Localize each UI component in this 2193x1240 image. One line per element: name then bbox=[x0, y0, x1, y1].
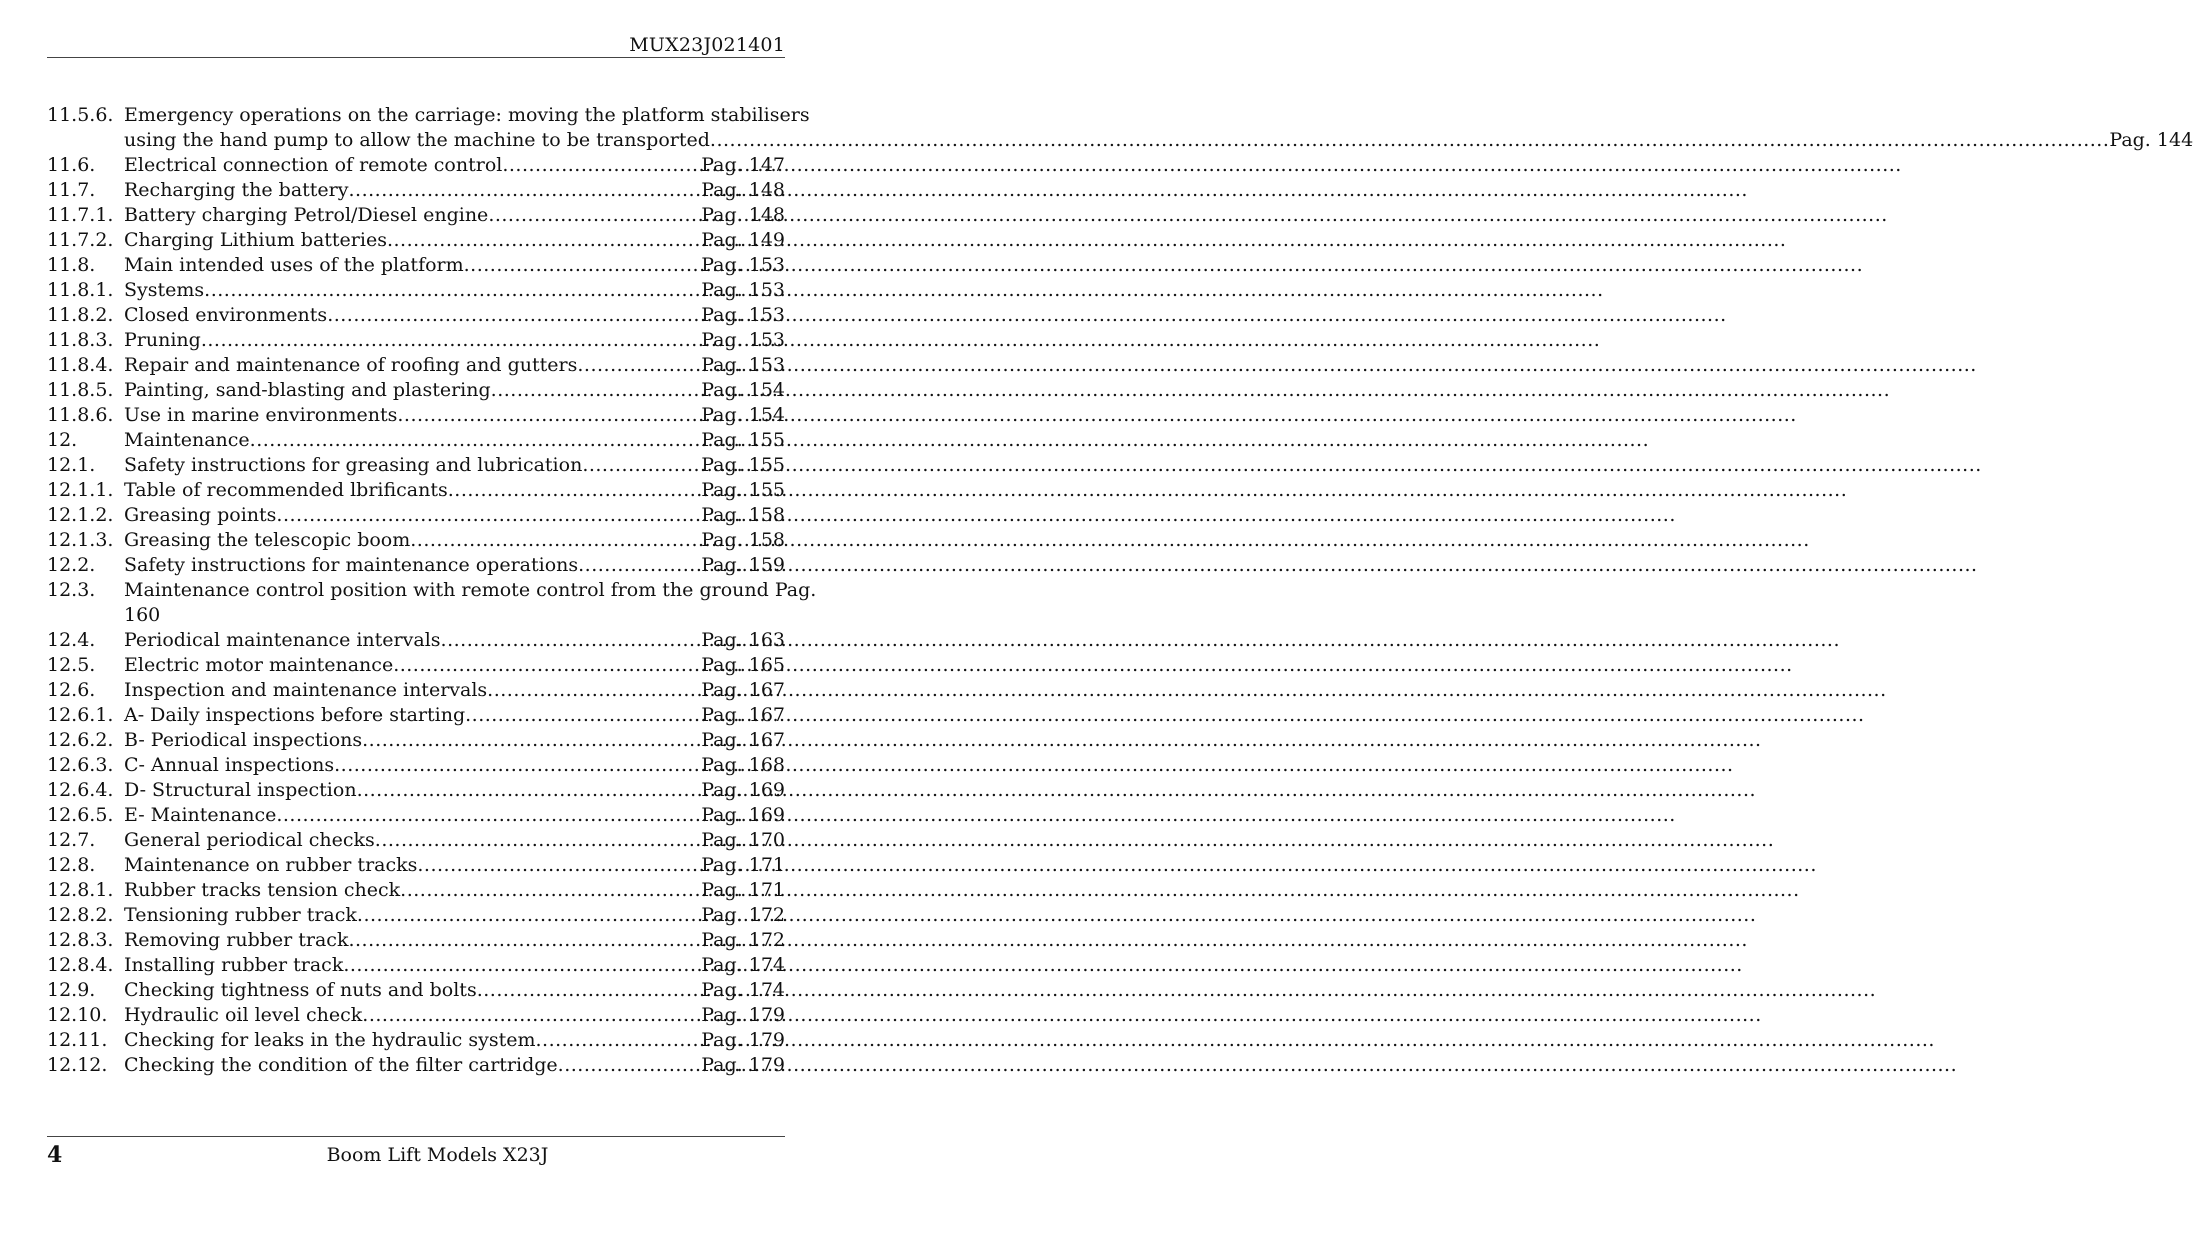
toc-entry-number: 12.6.1. bbox=[47, 704, 114, 726]
toc-entry bbox=[47, 403, 785, 428]
toc-entry-number: 11.7. bbox=[47, 179, 96, 201]
leader-dots bbox=[334, 753, 701, 778]
leader-dots bbox=[488, 203, 701, 228]
leader-dots bbox=[357, 778, 702, 803]
toc-entry-page: Pag. 172 bbox=[701, 929, 785, 951]
toc-entry bbox=[47, 953, 785, 978]
toc-entry-page: Pag. 174 bbox=[701, 979, 785, 1001]
table-of-contents bbox=[47, 103, 2193, 1078]
toc-entry-page: Pag. 174 bbox=[701, 954, 785, 976]
toc-entry-title: Hydraulic oil level check bbox=[124, 1004, 363, 1026]
leader-dots bbox=[276, 803, 701, 828]
toc-entry-number: 11.8.6. bbox=[47, 404, 114, 426]
toc-entry-number: 12.8.4. bbox=[47, 954, 114, 976]
toc-entry-page: Pag. 158 bbox=[701, 504, 785, 526]
document-code: MUX23J021401 bbox=[629, 34, 785, 56]
toc-entry-page: Pag. 179 bbox=[701, 1029, 785, 1051]
leader-dots bbox=[558, 1053, 702, 1078]
toc-entry bbox=[47, 578, 817, 628]
leader-dots bbox=[250, 428, 702, 453]
leader-dots bbox=[464, 253, 702, 278]
toc-entry bbox=[47, 978, 785, 1003]
page-number: 4 bbox=[47, 1142, 63, 1168]
toc-entry-number: 11.8.1. bbox=[47, 279, 114, 301]
toc-entry bbox=[47, 653, 785, 678]
toc-entry-number: 12.6.2. bbox=[47, 729, 114, 751]
toc-entry-number: 12.12. bbox=[47, 1054, 108, 1076]
toc-entry-number: 12.8. bbox=[47, 854, 96, 876]
leader-dots bbox=[536, 1028, 702, 1053]
leader-dots bbox=[201, 328, 701, 353]
leader-dots bbox=[362, 1003, 701, 1028]
leader-dots bbox=[448, 478, 701, 503]
toc-entry-page: Pag. 167 bbox=[701, 729, 785, 751]
leader-dots bbox=[204, 278, 701, 303]
toc-entry-page: Pag. 171 bbox=[701, 854, 785, 876]
toc-entry-title: Inspection and maintenance intervals bbox=[124, 679, 488, 701]
leader-dots bbox=[441, 628, 702, 653]
toc-entry-title: Systems bbox=[124, 279, 205, 301]
toc-entry-title: Closed environments bbox=[124, 304, 328, 326]
toc-entry-page: Pag. 144 bbox=[2109, 129, 2193, 151]
toc-entry-page: Pag. 168 bbox=[701, 754, 785, 776]
toc-entry-number: 12.6.3. bbox=[47, 754, 114, 776]
toc-entry bbox=[47, 428, 785, 453]
toc-entry-page: Pag. 169 bbox=[701, 779, 785, 801]
leader-dots bbox=[387, 228, 701, 253]
toc-entry-number: 12.2. bbox=[47, 554, 96, 576]
toc-entry bbox=[47, 228, 785, 253]
leader-dots bbox=[276, 503, 701, 528]
leader-dots bbox=[417, 853, 701, 878]
toc-entry bbox=[47, 903, 785, 928]
toc-entry-title: Electrical connection of remote control bbox=[124, 154, 503, 176]
toc-entry-page: Pag. 179 bbox=[701, 1054, 785, 1076]
toc-entry bbox=[47, 328, 785, 353]
toc-entry-number: 11.8.3. bbox=[47, 329, 114, 351]
toc-entry bbox=[47, 153, 785, 178]
toc-entry-number: 12.3. bbox=[47, 579, 96, 601]
toc-entry-number: 12.1. bbox=[47, 454, 96, 476]
leader-dots bbox=[348, 928, 701, 953]
toc-entry bbox=[47, 1028, 785, 1053]
toc-entry bbox=[47, 778, 785, 803]
toc-entry-number: 12.4. bbox=[47, 629, 96, 651]
toc-entry-page: Pag. 171 bbox=[701, 879, 785, 901]
toc-entry-page: Pag. 169 bbox=[701, 804, 785, 826]
toc-entry bbox=[47, 878, 785, 903]
toc-entry-number: 11.7.1. bbox=[47, 204, 114, 226]
toc-entry bbox=[47, 853, 785, 878]
toc-entry-title: C- Annual inspections bbox=[124, 754, 335, 776]
toc-entry-title-line-2: using the hand pump to allow the machine to be transported bbox=[124, 129, 710, 151]
toc-entry-title: Battery charging Petrol/Diesel engine bbox=[124, 204, 489, 226]
toc-group-12-continued bbox=[47, 628, 785, 1078]
leader-dots bbox=[375, 828, 701, 853]
toc-entry-title: Greasing the telescopic boom bbox=[124, 529, 411, 551]
toc-entry-page: Pag. 148 bbox=[701, 179, 785, 201]
toc-entry-page: Pag. 153 bbox=[701, 354, 785, 376]
toc-entry-title: Safety instructions for greasing and lubrication bbox=[124, 454, 583, 476]
footer-rule bbox=[47, 1136, 785, 1137]
leader-dots bbox=[578, 553, 701, 578]
leader-dots bbox=[477, 978, 702, 1003]
leader-dots bbox=[357, 903, 701, 928]
toc-entry-title: Checking tightness of nuts and bolts bbox=[124, 979, 477, 1001]
toc-entry-title: Removing rubber track bbox=[124, 929, 349, 951]
toc-entry-number: 12.8.2. bbox=[47, 904, 114, 926]
leader-dots bbox=[349, 178, 702, 203]
toc-entry-page: Pag. 167 bbox=[701, 679, 785, 701]
leader-dots bbox=[465, 703, 701, 728]
leader-dots bbox=[582, 453, 701, 478]
toc-entry bbox=[47, 378, 785, 403]
toc-entry-title: Main intended uses of the platform bbox=[124, 254, 464, 276]
toc-entry-number: 12.1.1. bbox=[47, 479, 114, 501]
leader-dots bbox=[710, 128, 2109, 153]
leader-dots bbox=[577, 353, 701, 378]
toc-entry-page-wrapped: 160 bbox=[124, 604, 161, 626]
toc-entry-number: 12.6.4. bbox=[47, 779, 114, 801]
toc-entry-title-line-1: Maintenance control position with remote control from the ground Pag. bbox=[124, 579, 817, 601]
toc-entry-number: 12.1.2. bbox=[47, 504, 114, 526]
leader-dots bbox=[327, 303, 701, 328]
toc-entry-page: Pag. 163 bbox=[701, 629, 785, 651]
toc-entry-title: Greasing points bbox=[124, 504, 277, 526]
leader-dots bbox=[393, 653, 701, 678]
toc-entry-title: D- Structural inspection bbox=[124, 779, 357, 801]
header-rule bbox=[47, 57, 785, 58]
toc-entry-number: 11.8. bbox=[47, 254, 96, 276]
toc-entry-title: Repair and maintenance of roofing and gutters bbox=[124, 354, 578, 376]
leader-dots bbox=[343, 953, 701, 978]
toc-entry-page: Pag. 153 bbox=[701, 254, 785, 276]
toc-entry-page: Pag. 149 bbox=[701, 229, 785, 251]
toc-entry-page: Pag. 153 bbox=[701, 279, 785, 301]
toc-entry bbox=[47, 203, 785, 228]
toc-entry bbox=[47, 728, 785, 753]
toc-entry-number: 12.10. bbox=[47, 1004, 108, 1026]
toc-entry bbox=[47, 453, 785, 478]
toc-entry-page: Pag. 170 bbox=[701, 829, 785, 851]
toc-entry-number: 12.8.3. bbox=[47, 929, 114, 951]
toc-entry bbox=[47, 528, 785, 553]
toc-entry-title: E- Maintenance bbox=[124, 804, 277, 826]
toc-entry-title: Installing rubber track bbox=[124, 954, 344, 976]
toc-entry-title: Maintenance bbox=[124, 429, 250, 451]
leader-dots bbox=[487, 678, 701, 703]
toc-entry-page: Pag. 172 bbox=[701, 904, 785, 926]
toc-entry-page: Pag. 158 bbox=[701, 529, 785, 551]
leader-dots bbox=[400, 878, 701, 903]
toc-entry-title: Recharging the battery bbox=[124, 179, 349, 201]
toc-entry-page: Pag. 165 bbox=[701, 654, 785, 676]
toc-entry bbox=[47, 178, 785, 203]
toc-entry-number: 12.6. bbox=[47, 679, 96, 701]
toc-entry-title: Table of recommended lbrificants bbox=[124, 479, 448, 501]
toc-entry-title: Painting, sand-blasting and plastering bbox=[124, 379, 491, 401]
toc-entry bbox=[47, 828, 785, 853]
toc-entry bbox=[47, 478, 785, 503]
toc-entry-number: 11.8.5. bbox=[47, 379, 114, 401]
toc-entry-page: Pag. 155 bbox=[701, 479, 785, 501]
leader-dots bbox=[362, 728, 701, 753]
toc-entry-number: 12.8.1. bbox=[47, 879, 114, 901]
toc-entry-title: Periodical maintenance intervals bbox=[124, 629, 441, 651]
toc-entry-number: 12.7. bbox=[47, 829, 96, 851]
toc-entry bbox=[47, 803, 785, 828]
toc-entry bbox=[47, 1053, 785, 1078]
toc-entry-number: 11.5.6. bbox=[47, 104, 114, 126]
leader-dots bbox=[502, 153, 701, 178]
toc-entry-page: Pag. 147 bbox=[701, 154, 785, 176]
toc-entry-page: Pag. 148 bbox=[701, 204, 785, 226]
toc-entry-title: Rubber tracks tension check bbox=[124, 879, 401, 901]
toc-entry-title: Maintenance on rubber tracks bbox=[124, 854, 418, 876]
toc-entry-page: Pag. 159 bbox=[701, 554, 785, 576]
toc-entry-number: 12.11. bbox=[47, 1029, 108, 1051]
toc-entry bbox=[47, 678, 785, 703]
toc-entry-title-line-1: Emergency operations on the carriage: moving the platform stabilisers bbox=[124, 104, 810, 126]
toc-entry-title: Checking the condition of the filter cartridge bbox=[124, 1054, 558, 1076]
toc-entry-title: Charging Lithium batteries bbox=[124, 229, 387, 251]
toc-entry-page: Pag. 154 bbox=[701, 379, 785, 401]
toc-entry-title: Tensioning rubber track bbox=[124, 904, 357, 926]
toc-entry bbox=[47, 503, 785, 528]
toc-entry-page: Pag. 155 bbox=[701, 429, 785, 451]
toc-entry bbox=[47, 928, 785, 953]
toc-entry-title: A- Daily inspections before starting bbox=[124, 704, 466, 726]
toc-entry-number: 11.8.4. bbox=[47, 354, 114, 376]
toc-entry bbox=[47, 253, 785, 278]
toc-entry bbox=[47, 628, 785, 653]
toc-entry-title: Checking for leaks in the hydraulic system bbox=[124, 1029, 536, 1051]
toc-entry bbox=[47, 553, 785, 578]
toc-entry-page: Pag. 154 bbox=[701, 404, 785, 426]
toc-entry bbox=[47, 753, 785, 778]
toc-group-12 bbox=[47, 428, 785, 578]
toc-entry-title: Use in marine environments bbox=[124, 404, 398, 426]
toc-group-11 bbox=[47, 153, 785, 428]
toc-entry-number: 11.8.2. bbox=[47, 304, 114, 326]
toc-entry-number: 12.9. bbox=[47, 979, 96, 1001]
toc-entry-number: 12. bbox=[47, 429, 78, 451]
toc-entry-title: Pruning bbox=[124, 329, 201, 351]
toc-entry-page: Pag. 155 bbox=[701, 454, 785, 476]
toc-entry-number: 12.5. bbox=[47, 654, 96, 676]
toc-entry-title: B- Periodical inspections bbox=[124, 729, 363, 751]
footer-title: Boom Lift Models X23J bbox=[326, 1144, 549, 1166]
leader-dots bbox=[410, 528, 701, 553]
toc-entry bbox=[47, 303, 785, 328]
toc-entry bbox=[47, 103, 2193, 153]
toc-entry bbox=[47, 353, 785, 378]
toc-entry bbox=[47, 1003, 785, 1028]
toc-entry-page: Pag. 167 bbox=[701, 704, 785, 726]
toc-entry-number: 11.7.2. bbox=[47, 229, 114, 251]
toc-entry-title: Safety instructions for maintenance operations bbox=[124, 554, 579, 576]
toc-entry-title: Electric motor maintenance bbox=[124, 654, 394, 676]
toc-entry-number: 12.6.5. bbox=[47, 804, 114, 826]
leader-dots bbox=[397, 403, 701, 428]
toc-entry-page: Pag. 179 bbox=[701, 1004, 785, 1026]
toc-entry-number: 12.1.3. bbox=[47, 529, 114, 551]
toc-entry-title: General periodical checks bbox=[124, 829, 375, 851]
toc-entry-page: Pag. 153 bbox=[701, 304, 785, 326]
toc-entry bbox=[47, 703, 785, 728]
toc-entry bbox=[47, 278, 785, 303]
leader-dots bbox=[491, 378, 702, 403]
toc-entry-number: 11.6. bbox=[47, 154, 96, 176]
toc-entry-page: Pag. 153 bbox=[701, 329, 785, 351]
